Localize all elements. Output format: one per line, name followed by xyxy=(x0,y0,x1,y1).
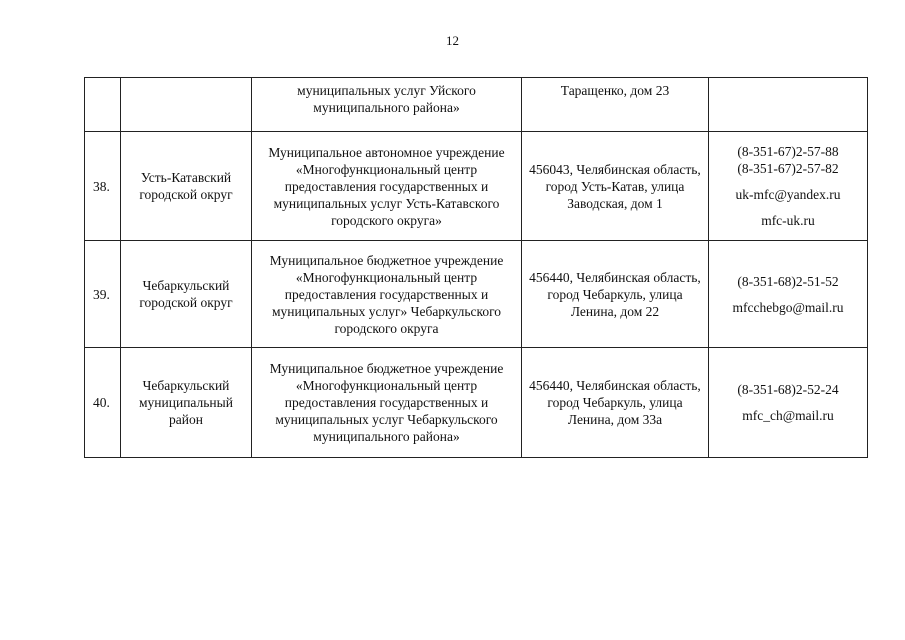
cell-num xyxy=(85,78,121,132)
cell-municipality: Усть-Катавский городской округ xyxy=(121,132,252,241)
phone-number: (8-351-68)2-51-52 xyxy=(737,273,839,289)
cell-address: 456440, Челябинская область, город Чебаркуль, улица Ленина, дом 33а xyxy=(522,348,709,458)
cell-organization: Муниципальное автономное учреждение «Многофункциональный центр предоставления государственных и муниципальных услуг Усть-Катавского городского округа» xyxy=(252,132,522,241)
cell-address: 456440, Челябинская область, город Чебаркуль, улица Ленина, дом 22 xyxy=(522,241,709,348)
cell-organization: муниципальных услуг Уйского муниципального района» xyxy=(252,78,522,132)
phone-number: (8-351-68)2-52-24 xyxy=(737,382,839,397)
cell-address: Таращенко, дом 23 xyxy=(522,78,709,132)
cell-organization: Муниципальное бюджетное учреждение «Многофункциональный центр предоставления государственных и муниципальных услуг Чебаркульского муниципального района» xyxy=(252,348,522,458)
cell-contacts xyxy=(709,348,868,458)
table-row xyxy=(85,241,868,348)
mfc-registry-table xyxy=(84,77,868,458)
website: mfc-uk.ru xyxy=(761,213,815,228)
cell-address: 456043, Челябинская область, город Усть-Катав, улица Заводская, дом 1 xyxy=(522,132,709,241)
cell-municipality: Чебаркульский муниципальный район xyxy=(121,348,252,458)
cell-num: 40. xyxy=(85,348,121,458)
cell-num: 38. xyxy=(85,132,121,241)
table-row xyxy=(85,348,868,458)
cell-num: 39. xyxy=(85,241,121,348)
cell-contacts xyxy=(709,132,868,241)
cell-municipality xyxy=(121,78,252,132)
phone-number: (8-351-67)2-57-82 xyxy=(737,161,839,176)
cell-municipality: Чебаркульский городской округ xyxy=(121,241,252,348)
table-row-continuation xyxy=(85,78,868,132)
email-address: uk-mfc@yandex.ru xyxy=(735,187,841,202)
cell-organization: Муниципальное бюджетное учреждение «Многофункциональный центр предоставления государственных и муниципальных услуг» Чебаркульского городского округа xyxy=(252,241,522,348)
page-number: 12 xyxy=(446,33,459,48)
phone-number: (8-351-67)2-57-88 xyxy=(737,144,839,159)
email-address: mfcchebgo@mail.ru xyxy=(732,299,844,315)
email-address: mfc_ch@mail.ru xyxy=(742,408,834,423)
table-row xyxy=(85,132,868,241)
cell-contacts xyxy=(709,241,868,348)
cell-contacts xyxy=(709,78,868,132)
